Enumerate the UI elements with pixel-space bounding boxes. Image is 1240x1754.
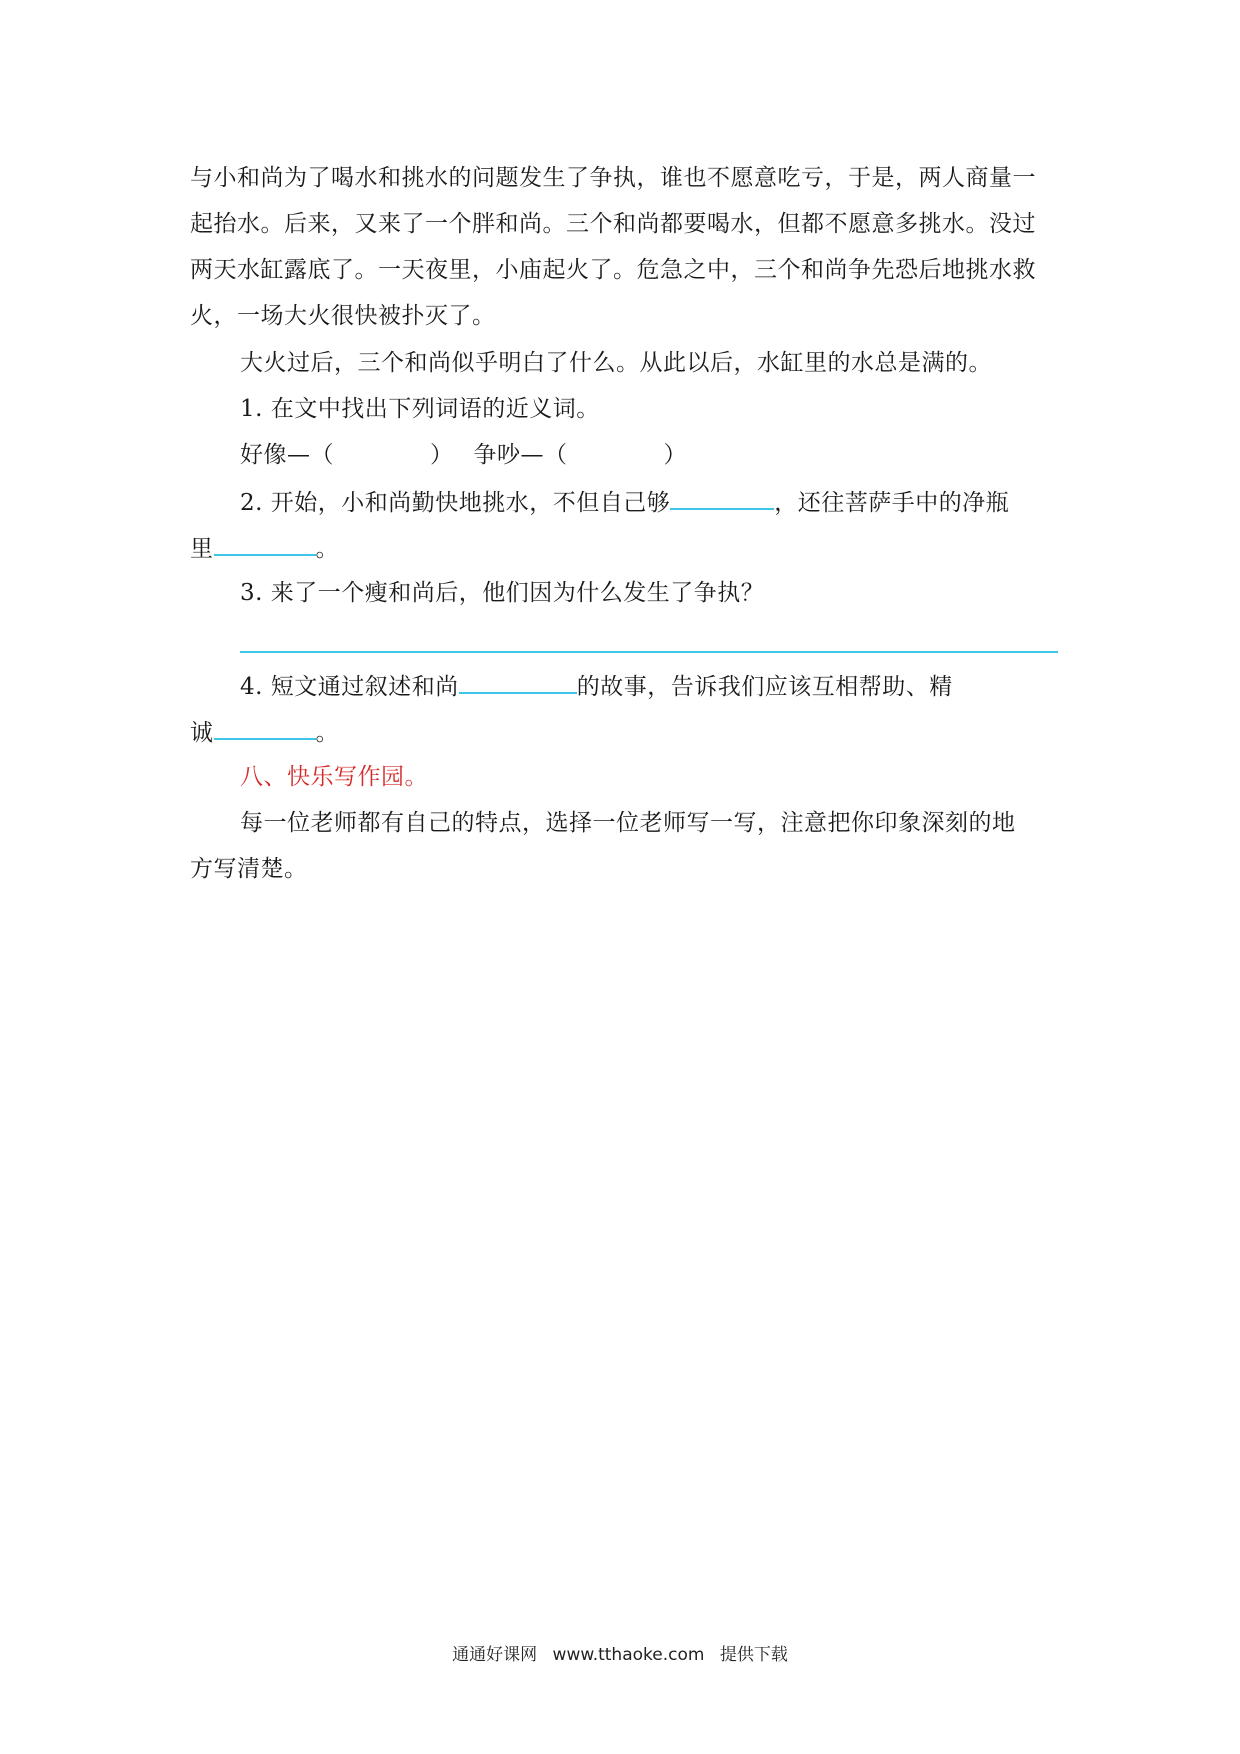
passage-line-4 [190, 301, 496, 331]
question-2-cont [190, 532, 339, 564]
question-1 [240, 394, 600, 424]
synonym-close-1: ） [430, 442, 454, 468]
passage-text: 火，一场大火很快被扑灭了。 [190, 303, 496, 329]
passage-text: 起抬水。后来，又来了一个胖和尚。三个和尚都要喝水，但都不愿意多挑水。没过 [190, 211, 1036, 237]
question-text: 1. 在文中找出下列词语的近义词。 [240, 396, 600, 422]
answer-line-q3[interactable] [240, 651, 1058, 653]
footer-note: 提供下载 [719, 1645, 788, 1665]
fill-blank-q4-b[interactable] [214, 716, 316, 740]
passage-text: 与小和尚为了喝水和挑水的问题发生了争执，谁也不愿意吃亏，于是，两人商量一 [190, 165, 1036, 191]
question-text: 诚 [190, 720, 214, 746]
synonym-close-2: ） [663, 442, 687, 468]
section-heading [240, 762, 428, 792]
question-text: 4. 短文通过叙述和尚 [240, 674, 459, 700]
question-1-answers [240, 440, 687, 470]
question-4 [240, 670, 953, 702]
passage-text: 两天水缸露底了。一天夜里，小庙起火了。危急之中，三个和尚争先恐后地挑水救 [190, 257, 1036, 283]
writing-prompt-line-2 [190, 854, 308, 884]
question-3 [240, 578, 764, 608]
passage-line-1 [190, 163, 1058, 193]
passage-line-5 [240, 348, 992, 378]
writing-prompt-line-1 [240, 808, 1016, 838]
passage-line-3 [190, 255, 1036, 285]
question-text: 。 [315, 536, 339, 562]
synonym-prompt-1: 好像—（ [240, 442, 334, 468]
footer-site-name: 通通好课网 [452, 1645, 538, 1665]
question-text: 3. 来了一个瘦和尚后，他们因为什么发生了争执？ [240, 580, 765, 606]
passage-text: 大火过后，三个和尚似乎明白了什么。从此以后，水缸里的水总是满的。 [240, 350, 992, 376]
question-text: 里 [190, 536, 214, 562]
passage-line-2 [190, 209, 1036, 239]
question-text: 。 [315, 720, 339, 746]
writing-prompt-text: 每一位老师都有自己的特点，选择一位老师写一写，注意把你印象深刻的地 [240, 810, 1016, 836]
writing-prompt-text: 方写清楚。 [190, 856, 308, 882]
section-heading-text: 八、快乐写作园。 [240, 764, 428, 790]
question-text: 2. 开始，小和尚勤快地挑水，不但自己够 [240, 490, 671, 516]
synonym-prompt-2: 争吵—（ [473, 442, 568, 468]
fill-blank-q2-b[interactable] [214, 532, 316, 556]
page-footer [0, 1640, 1240, 1665]
question-text: 的故事，告诉我们应该互相帮助、精 [576, 674, 953, 700]
footer-url[interactable]: www.tthaoke.com [552, 1645, 705, 1665]
question-2 [240, 486, 1009, 518]
fill-blank-q4-a[interactable] [459, 670, 577, 694]
fill-blank-q2-a[interactable] [670, 486, 774, 510]
question-text: ，还往菩萨手中的净瓶 [774, 490, 1010, 516]
question-4-cont [190, 716, 339, 748]
